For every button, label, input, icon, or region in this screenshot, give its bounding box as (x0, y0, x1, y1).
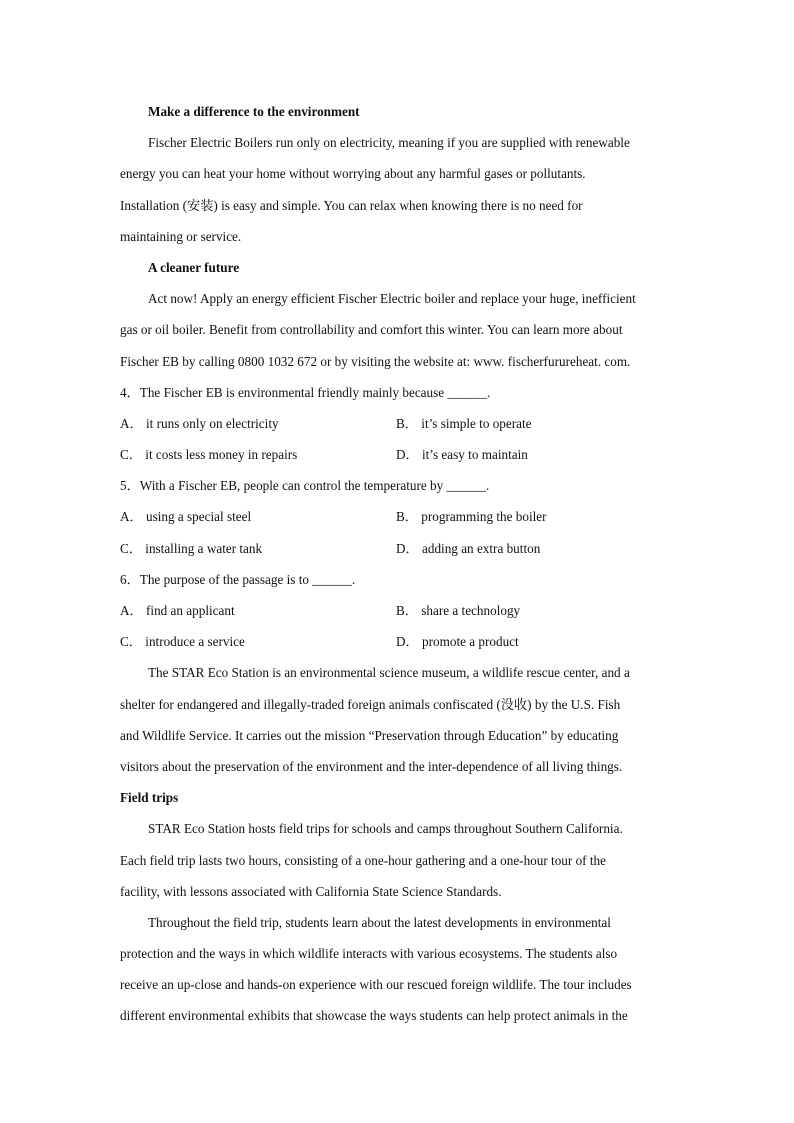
paragraph-line: gas or oil boiler. Benefit from controllability and comfort this winter. You can learn more about (120, 322, 623, 338)
paragraph-line: facility, with lessons associated with California State Science Standards. (120, 883, 502, 899)
option-b: B． share a technology (396, 603, 521, 618)
paragraph-line: Fischer Electric Boilers run only on electricity, meaning if you are supplied with renewable (148, 135, 630, 151)
option-c: C． introduce a service (120, 634, 245, 650)
section-heading-environment: Make a difference to the environment (148, 104, 360, 119)
paragraph-line: Fischer EB by calling 0800 1032 672 or by visiting the website at: www. fischerfurureheat. com. (120, 353, 631, 369)
question-4-stem: 4．The Fischer EB is environmental friendly mainly because ______. (120, 384, 491, 400)
paragraph-line: and Wildlife Service. It carries out the mission “Preservation through Education” by educating (120, 727, 619, 743)
question-5-options-row-1 (120, 501, 680, 532)
option-c: C． it costs less money in repairs (120, 447, 298, 463)
question-6-options-row-1 (120, 595, 680, 626)
paragraph-line: Throughout the field trip, students learn about the latest developments in environmental (148, 914, 611, 930)
paragraph-line: receive an up-close and hands-on experience with our rescued foreign wildlife. The tour includes (120, 977, 632, 993)
paragraph-line: maintaining or service. (120, 228, 242, 244)
option-b: B． programming the boiler (396, 509, 547, 525)
paragraph-line: The STAR Eco Station is an environmental science museum, a wildlife rescue center, and a (148, 665, 630, 681)
document-page (120, 96, 680, 1032)
paragraph-line: different environmental exhibits that showcase the ways students can help protect animals in the (120, 1008, 628, 1024)
option-a: A． it runs only on electricity (120, 415, 279, 431)
option-d: D． adding an extra button (396, 540, 541, 556)
option-c: C． installing a water tank (120, 540, 263, 556)
question-6-stem: 6．The purpose of the passage is to ______. (120, 571, 356, 587)
question-4-options-row-2 (120, 439, 680, 470)
question-6-options-row-2 (120, 626, 680, 657)
option-d: D． promote a product (396, 634, 519, 650)
section-heading-cleaner-future: A cleaner future (148, 259, 240, 275)
option-a: A． find an applicant (120, 603, 235, 618)
option-d: D． it’s easy to maintain (396, 447, 528, 463)
option-b: B． it’s simple to operate (396, 415, 532, 431)
question-4-options-row-1 (120, 408, 680, 439)
paragraph-line: visitors about the preservation of the environment and the inter-dependence of all living things. (120, 758, 623, 774)
option-a: A． using a special steel (120, 509, 252, 525)
paragraph-line: Act now! Apply an energy efficient Fischer Electric boiler and replace your huge, inefficient (148, 291, 636, 307)
question-5-stem: 5．With a Fischer EB, people can control the temperature by ______. (120, 478, 490, 494)
paragraph-line: STAR Eco Station hosts field trips for schools and camps throughout Southern California. (148, 821, 623, 837)
paragraph-line: protection and the ways in which wildlife interacts with various ecosystems. The students also (120, 946, 618, 962)
paragraph-line: shelter for endangered and illegally-traded foreign animals confiscated (没收) by the U.S. Fish (120, 696, 621, 712)
section-heading-field-trips: Field trips (120, 790, 179, 806)
question-5-options-row-2 (120, 533, 680, 564)
paragraph-line: energy you can heat your home without worrying about any harmful gases or pollutants. (120, 166, 586, 182)
paragraph-line: Installation (安装) is easy and simple. You can relax when knowing there is no need for (120, 197, 583, 213)
paragraph-line: Each field trip lasts two hours, consisting of a one-hour gathering and a one-hour tour of the (120, 852, 606, 868)
